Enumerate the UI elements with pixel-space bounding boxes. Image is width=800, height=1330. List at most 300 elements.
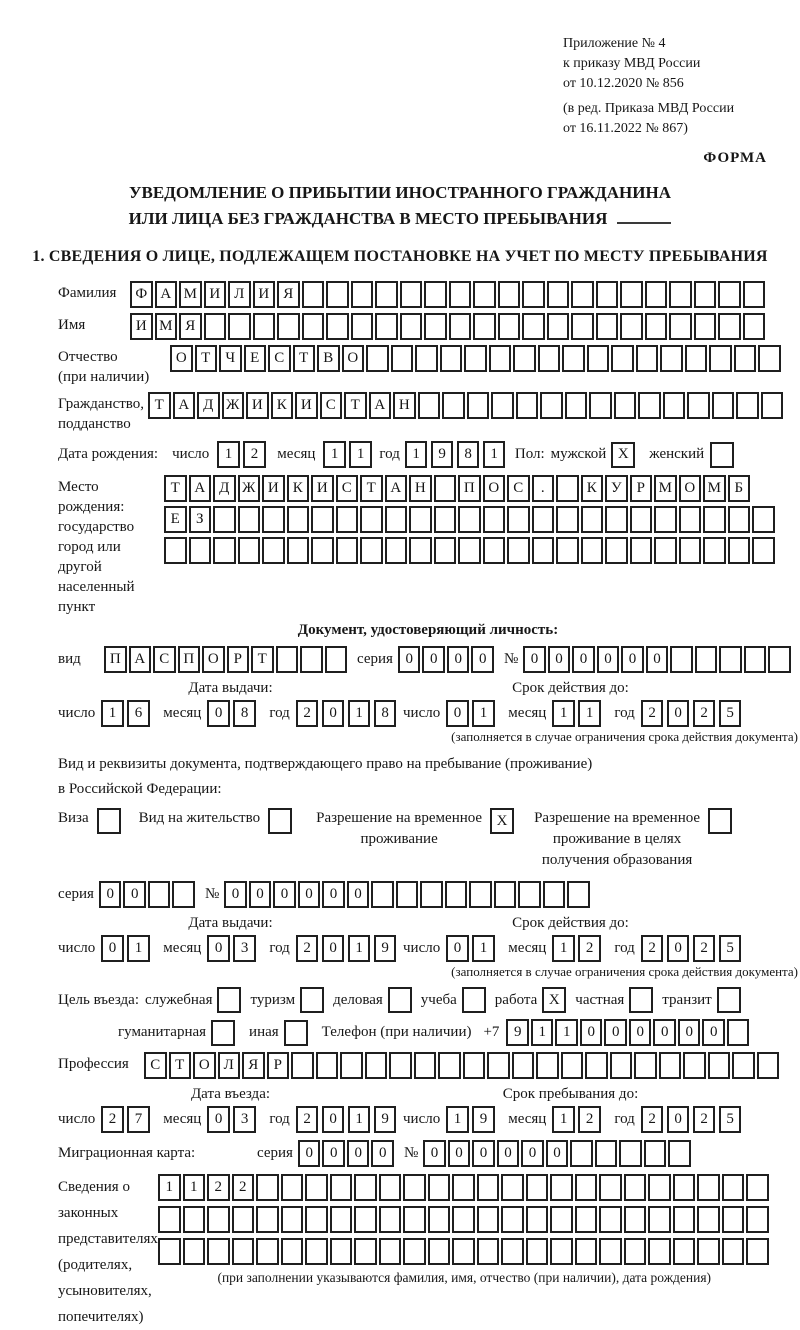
- char-box: 2: [641, 700, 664, 727]
- char-box: 1: [348, 1106, 371, 1133]
- char-box: 0: [471, 646, 494, 673]
- issue-date-heading: Дата выдачи:: [188, 680, 273, 696]
- valid-month-boxes: [552, 935, 604, 962]
- char-box: [183, 1206, 206, 1233]
- char-box: М: [703, 475, 726, 502]
- char-box: [507, 506, 530, 533]
- entry-month-boxes: [207, 1106, 259, 1133]
- reference-line: Приложение № 4: [563, 36, 666, 51]
- valid-month-boxes: [552, 700, 604, 727]
- char-box: Ж: [222, 392, 245, 419]
- char-box: [722, 1238, 745, 1265]
- patronymic-label: [58, 345, 170, 387]
- char-box: [550, 1238, 573, 1265]
- char-box: 0: [99, 881, 122, 908]
- char-box: 2: [578, 1106, 601, 1133]
- char-box: К: [271, 392, 294, 419]
- char-box: 2: [296, 935, 319, 962]
- issue-month-boxes: [207, 935, 259, 962]
- residence-dates-row: [58, 915, 798, 962]
- char-box: [768, 646, 791, 673]
- char-box: Б: [728, 475, 751, 502]
- char-box: 0: [207, 935, 230, 962]
- char-box: [605, 506, 628, 533]
- char-box: 0: [667, 1106, 690, 1133]
- issue-year-boxes: [296, 935, 400, 962]
- char-box: 0: [422, 646, 445, 673]
- char-box: [660, 345, 683, 372]
- reference-line: (в ред. Приказа МВД России: [563, 101, 735, 116]
- char-box: О: [679, 475, 702, 502]
- citizenship-label-line1: Гражданство,: [58, 396, 145, 412]
- char-box: [516, 392, 539, 419]
- char-box: [501, 1238, 524, 1265]
- form-title-line2: [0, 206, 800, 232]
- sex-male-label: мужской: [550, 446, 607, 462]
- option-label-line: проживание в целях: [552, 831, 682, 847]
- residence-doc-intro-line1: Вид и реквизиты документа, подтверждающего право на пребывание (проживание): [58, 756, 593, 772]
- char-box: 0: [447, 646, 470, 673]
- char-box: [424, 313, 447, 340]
- citizenship-label-line2: подданство: [58, 416, 131, 432]
- char-box: 1: [158, 1174, 181, 1201]
- char-box: [351, 313, 374, 340]
- year-label: год: [269, 1111, 290, 1127]
- representatives-boxes-row2: [158, 1206, 771, 1233]
- char-box: 1: [348, 700, 371, 727]
- issue-day-boxes: [101, 700, 153, 727]
- char-box: И: [246, 392, 269, 419]
- representatives-label-line: (родителях,: [58, 1257, 133, 1273]
- entry-year-boxes: [296, 1106, 400, 1133]
- char-box: И: [295, 392, 318, 419]
- doc-kind-boxes: [104, 646, 349, 673]
- char-box: [305, 1206, 328, 1233]
- char-box: 0: [322, 1106, 345, 1133]
- char-box: С: [320, 392, 343, 419]
- purpose-option-label: служебная: [144, 991, 213, 1008]
- char-box: [424, 281, 447, 308]
- char-box: Ж: [238, 475, 261, 502]
- residence-doc-serial-row: [58, 881, 798, 908]
- char-box: 0: [497, 1140, 520, 1167]
- char-box: [463, 1052, 486, 1079]
- char-box: [694, 281, 717, 308]
- char-box: [389, 1052, 412, 1079]
- char-box: [449, 281, 472, 308]
- char-box: Л: [218, 1052, 241, 1079]
- purpose-private-checkbox: [629, 987, 653, 1013]
- forma-label: ФОРМА: [703, 150, 767, 166]
- char-box: [391, 345, 414, 372]
- char-box: 1: [217, 441, 240, 468]
- char-box: [365, 1052, 388, 1079]
- char-box: [477, 1174, 500, 1201]
- temp-residence-checkbox: X: [490, 808, 514, 834]
- valid-until-fields: [403, 935, 798, 962]
- char-box: [599, 1174, 622, 1201]
- char-box: [575, 1174, 598, 1201]
- name-boxes: [130, 313, 767, 340]
- char-box: 0: [322, 935, 345, 962]
- char-box: [354, 1174, 377, 1201]
- char-box: [440, 345, 463, 372]
- char-box: [326, 281, 349, 308]
- stay-until-col: [403, 1086, 798, 1133]
- form-title: [0, 180, 800, 232]
- char-box: Т: [169, 1052, 192, 1079]
- char-box: 0: [398, 646, 421, 673]
- validity-note: (заполняется в случае ограничения срока действия документа): [451, 964, 798, 979]
- surname-boxes: [130, 281, 767, 308]
- char-box: [722, 1206, 745, 1233]
- char-box: [624, 1238, 647, 1265]
- char-box: [428, 1238, 451, 1265]
- char-box: [458, 537, 481, 564]
- char-box: [679, 537, 702, 564]
- doc-series-boxes: [398, 646, 496, 673]
- char-box: [158, 1238, 181, 1265]
- birth-place-boxes-row2: [164, 506, 777, 533]
- option-label-line: получения образования: [541, 852, 693, 868]
- char-box: Т: [344, 392, 367, 419]
- char-box: Е: [164, 506, 187, 533]
- char-box: И: [130, 313, 153, 340]
- purpose-humanitarian-checkbox: [211, 1020, 235, 1046]
- birth-month-boxes: [323, 441, 375, 468]
- char-box: [330, 1206, 353, 1233]
- char-box: [189, 537, 212, 564]
- char-box: [596, 281, 619, 308]
- char-box: [228, 313, 251, 340]
- doc-series-label: серия: [357, 651, 393, 667]
- char-box: [703, 537, 726, 564]
- char-box: [379, 1174, 402, 1201]
- entry-day-boxes: [101, 1106, 153, 1133]
- char-box: 1: [349, 441, 372, 468]
- year-label: год: [614, 1111, 635, 1127]
- char-box: [695, 646, 718, 673]
- char-box: 2: [296, 1106, 319, 1133]
- char-box: [305, 1174, 328, 1201]
- representatives-label-line: попечителях): [58, 1309, 144, 1325]
- char-box: [752, 537, 775, 564]
- char-box: [403, 1206, 426, 1233]
- char-box: 0: [298, 1140, 321, 1167]
- migration-card-label: Миграционная карта:: [58, 1145, 196, 1161]
- char-box: 0: [572, 646, 595, 673]
- char-box: [663, 392, 686, 419]
- char-box: [708, 1052, 731, 1079]
- purpose-other-checkbox: [284, 1020, 308, 1046]
- char-box: [744, 646, 767, 673]
- purpose-option-label: транзит: [662, 991, 712, 1008]
- char-box: 1: [552, 1106, 575, 1133]
- sex-male-checkbox: X: [611, 442, 635, 468]
- form-body: [58, 281, 798, 1330]
- visit-purpose-row2: [118, 1019, 798, 1046]
- char-box: М: [654, 475, 677, 502]
- option-label-line: Разрешение на временное: [534, 810, 701, 826]
- purpose-transit: [662, 987, 740, 1013]
- citizenship-label: [58, 392, 148, 434]
- char-box: [585, 1052, 608, 1079]
- valid-day-boxes: [446, 700, 498, 727]
- char-box: [540, 392, 563, 419]
- char-box: К: [287, 475, 310, 502]
- char-box: [428, 1206, 451, 1233]
- char-box: В: [317, 345, 340, 372]
- char-box: 0: [423, 1140, 446, 1167]
- char-box: 0: [101, 935, 124, 962]
- doc-number-boxes: [523, 646, 793, 673]
- char-box: 2: [296, 700, 319, 727]
- char-box: [654, 537, 677, 564]
- char-box: [709, 345, 732, 372]
- purpose-work-checkbox: X: [542, 987, 566, 1013]
- char-box: [547, 313, 570, 340]
- char-box: .: [532, 475, 555, 502]
- char-box: [743, 281, 766, 308]
- representatives-label-line: усыновителях,: [58, 1283, 152, 1299]
- char-box: О: [483, 475, 506, 502]
- char-box: [409, 537, 432, 564]
- purpose-tourism: [250, 987, 324, 1013]
- residence-issue-col: [58, 915, 403, 962]
- char-box: [262, 537, 285, 564]
- char-box: [213, 506, 236, 533]
- char-box: [614, 392, 637, 419]
- char-box: 9: [374, 935, 397, 962]
- char-box: [311, 506, 334, 533]
- char-box: [473, 281, 496, 308]
- char-box: Л: [228, 281, 251, 308]
- char-box: [351, 281, 374, 308]
- series-label: серия: [257, 1145, 293, 1161]
- char-box: 1: [552, 935, 575, 962]
- char-box: [477, 1206, 500, 1233]
- char-box: 0: [667, 700, 690, 727]
- char-box: 0: [546, 1140, 569, 1167]
- char-box: [512, 1052, 535, 1079]
- birth-place-label-line: город или другой: [58, 539, 121, 575]
- char-box: [501, 1174, 524, 1201]
- char-box: [687, 392, 710, 419]
- title-underline: [617, 207, 671, 224]
- issue-date-fields: [58, 935, 403, 962]
- char-box: [287, 506, 310, 533]
- char-box: О: [170, 345, 193, 372]
- char-box: М: [155, 313, 178, 340]
- char-box: А: [385, 475, 408, 502]
- char-box: [683, 1052, 706, 1079]
- char-box: [518, 881, 541, 908]
- char-box: [565, 392, 588, 419]
- char-box: [452, 1206, 475, 1233]
- char-box: [638, 392, 661, 419]
- char-box: Т: [164, 475, 187, 502]
- char-box: [403, 1238, 426, 1265]
- reference-line: от 10.12.2020 № 856: [563, 76, 684, 91]
- char-box: 0: [580, 1019, 603, 1046]
- issue-month-boxes: [207, 700, 259, 727]
- char-box: [403, 1174, 426, 1201]
- purpose-work: [495, 987, 567, 1013]
- char-box: [589, 392, 612, 419]
- char-box: [620, 281, 643, 308]
- char-box: С: [507, 475, 530, 502]
- char-box: [648, 1238, 671, 1265]
- char-box: [550, 1174, 573, 1201]
- char-box: [624, 1174, 647, 1201]
- char-box: [400, 313, 423, 340]
- char-box: 8: [374, 700, 397, 727]
- char-box: [379, 1238, 402, 1265]
- char-box: 2: [693, 1106, 716, 1133]
- char-box: [718, 281, 741, 308]
- char-box: Ч: [219, 345, 242, 372]
- char-box: [483, 537, 506, 564]
- char-box: Т: [195, 345, 218, 372]
- char-box: 9: [506, 1019, 529, 1046]
- char-box: 0: [604, 1019, 627, 1046]
- char-box: [732, 1052, 755, 1079]
- char-box: [326, 313, 349, 340]
- char-box: [302, 313, 325, 340]
- char-box: [238, 537, 261, 564]
- number-label: №: [204, 886, 220, 902]
- char-box: С: [336, 475, 359, 502]
- char-box: А: [189, 475, 212, 502]
- day-label: число: [172, 446, 210, 462]
- char-box: 2: [693, 700, 716, 727]
- form-title-line1: УВЕДОМЛЕНИЕ О ПРИБЫТИИ ИНОСТРАННОГО ГРАЖДАНИНА: [129, 183, 671, 202]
- char-box: 0: [273, 881, 296, 908]
- birth-place-label-line: населенный пункт: [58, 579, 135, 615]
- char-box: О: [193, 1052, 216, 1079]
- valid-until-heading: Срок действия до:: [512, 915, 629, 931]
- char-box: 1: [472, 700, 495, 727]
- char-box: [659, 1052, 682, 1079]
- char-box: Е: [244, 345, 267, 372]
- char-box: [469, 881, 492, 908]
- char-box: [400, 281, 423, 308]
- char-box: [746, 1206, 769, 1233]
- char-box: [718, 313, 741, 340]
- entry-date-col: [58, 1086, 403, 1133]
- char-box: [728, 537, 751, 564]
- day-label: число: [58, 705, 96, 721]
- option-residence-permit-label: [139, 808, 260, 829]
- char-box: [487, 1052, 510, 1079]
- option-label-line: Разрешение на временное: [316, 810, 483, 826]
- representatives-label-line: законных: [58, 1205, 119, 1221]
- char-box: [522, 281, 545, 308]
- option-label-line: Виза: [58, 810, 89, 826]
- char-box: [575, 1206, 598, 1233]
- char-box: [685, 345, 708, 372]
- purpose-option-label: иная: [249, 1024, 279, 1040]
- char-box: 1: [578, 700, 601, 727]
- char-box: [375, 281, 398, 308]
- birth-place-row: [58, 475, 798, 617]
- char-box: [434, 537, 457, 564]
- surname-row: [58, 281, 798, 308]
- char-box: [207, 1238, 230, 1265]
- char-box: [158, 1206, 181, 1233]
- char-box: 2: [693, 935, 716, 962]
- purpose-official: [145, 987, 242, 1013]
- char-box: С: [153, 646, 176, 673]
- char-box: [494, 881, 517, 908]
- char-box: 0: [472, 1140, 495, 1167]
- purpose-tourism-checkbox: [300, 987, 324, 1013]
- char-box: [452, 1238, 475, 1265]
- char-box: [148, 881, 171, 908]
- visit-purpose-row: [58, 987, 798, 1013]
- day-label: число: [403, 1111, 441, 1127]
- reference-amendment: [563, 99, 734, 139]
- char-box: [232, 1206, 255, 1233]
- residence-permit-checkbox: [268, 808, 292, 834]
- char-box: [375, 313, 398, 340]
- representatives-grid: [158, 1174, 771, 1330]
- char-box: [556, 506, 579, 533]
- year-label: год: [269, 940, 290, 956]
- char-box: [599, 1238, 622, 1265]
- char-box: [442, 392, 465, 419]
- char-box: 1: [183, 1174, 206, 1201]
- char-box: Р: [267, 1052, 290, 1079]
- char-box: [498, 281, 521, 308]
- char-box: 0: [621, 646, 644, 673]
- char-box: [489, 345, 512, 372]
- month-label: месяц: [508, 940, 547, 956]
- char-box: 8: [457, 441, 480, 468]
- char-box: [302, 281, 325, 308]
- char-box: 0: [322, 700, 345, 727]
- char-box: [164, 537, 187, 564]
- char-box: 0: [653, 1019, 676, 1046]
- char-box: [491, 392, 514, 419]
- day-label: число: [58, 940, 96, 956]
- char-box: [498, 313, 521, 340]
- char-box: [673, 1206, 696, 1233]
- char-box: 7: [127, 1106, 150, 1133]
- char-box: [543, 881, 566, 908]
- purpose-study-checkbox: [462, 987, 486, 1013]
- entry-date-fields: [58, 1106, 403, 1133]
- reference-line: к приказу МВД России: [563, 56, 701, 71]
- issue-year-boxes: [296, 700, 400, 727]
- identity-doc-row: [58, 646, 798, 673]
- purpose-option-label: частная: [575, 991, 625, 1008]
- char-box: 5: [719, 1106, 742, 1133]
- char-box: Т: [251, 646, 274, 673]
- char-box: [366, 345, 389, 372]
- year-label: год: [614, 705, 635, 721]
- char-box: 0: [667, 935, 690, 962]
- char-box: А: [369, 392, 392, 419]
- char-box: [473, 313, 496, 340]
- birth-place-label-line: Место рождения:: [58, 479, 125, 515]
- char-box: [645, 313, 668, 340]
- identity-dates-row: [58, 680, 798, 727]
- char-box: 1: [472, 935, 495, 962]
- entry-dates-row: [58, 1086, 798, 1133]
- char-box: 1: [127, 935, 150, 962]
- char-box: У: [605, 475, 628, 502]
